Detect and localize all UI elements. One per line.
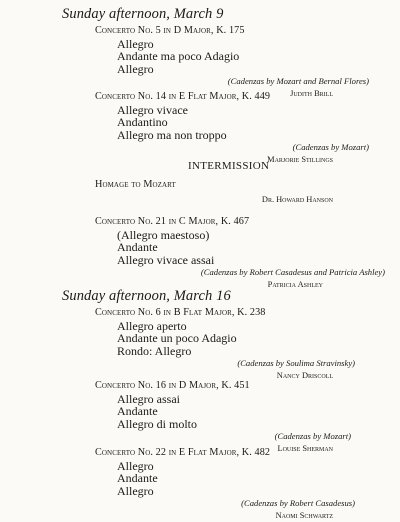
cadenza-note: (Cadenzas by Mozart and Bernal Flores) xyxy=(227,76,369,87)
cadenza-note: (Cadenzas by Mozart) xyxy=(292,142,369,153)
cadenza-note: (Cadenzas by Soulima Stravinsky) xyxy=(237,358,355,369)
movement: Andante xyxy=(117,471,158,486)
movement: Andantino xyxy=(117,115,168,130)
movement: Allegro xyxy=(117,458,154,473)
concerto-title: Concerto No. 5 in D Major, K. 175 xyxy=(95,25,245,36)
concerto-entry xyxy=(95,215,385,291)
performer-name: Dr. Howard Hanson xyxy=(261,195,333,204)
movement: Andante un poco Adagio xyxy=(117,331,237,346)
performer-name: Nancy Driscoll xyxy=(276,371,333,381)
movement: Allegro di molto xyxy=(117,416,197,431)
movement: Andante ma poco Adagio xyxy=(117,49,240,64)
concerto-entry xyxy=(95,446,385,522)
concerto-title: Concerto No. 6 in B Flat Major, K. 238 xyxy=(95,307,266,318)
movement: Allegro ma non troppo xyxy=(117,127,227,142)
performer-name: Louise Sherman xyxy=(277,444,333,454)
movement: Allegro vivace xyxy=(117,102,188,117)
movement: Allegro aperto xyxy=(117,318,187,333)
performer-name: Judith Brill xyxy=(290,89,333,99)
homage-entry xyxy=(95,179,385,206)
performer-name: Naomi Schwartz xyxy=(275,511,333,521)
movement: Andante xyxy=(117,404,158,419)
movement: Allegro assai xyxy=(117,391,180,406)
concerto-title: Concerto No. 22 in E Flat Major, K. 482 xyxy=(95,447,271,458)
performer-name: Marjorie Stillings xyxy=(267,155,333,165)
concerto-entry xyxy=(95,90,385,166)
cadenza-note: (Cadenzas by Mozart) xyxy=(274,431,351,442)
date-heading: Sunday afternoon, March 9 xyxy=(62,6,224,22)
movement: Allegro xyxy=(117,61,154,76)
concerto-entry xyxy=(95,24,385,100)
concerto-title: Concerto No. 16 in D Major, K. 451 xyxy=(95,380,250,391)
concerto-title: Concerto No. 14 in E Flat Major, K. 449 xyxy=(95,91,271,102)
concerto-entry xyxy=(95,306,385,382)
cadenza-note: (Cadenzas by Robert Casadesus) xyxy=(241,498,355,509)
homage-title: Homage to Mozart xyxy=(95,179,176,190)
concerto-title: Concerto No. 21 in C Major, K. 467 xyxy=(95,216,250,227)
date-heading: Sunday afternoon, March 16 xyxy=(62,288,231,304)
movement: Allegro xyxy=(117,36,154,51)
movement: Andante xyxy=(117,240,158,255)
cadenza-note: (Cadenzas by Robert Casadesus and Patricia Ashley) xyxy=(200,267,385,278)
concerto-entry xyxy=(95,379,385,455)
movement: Rondo: Allegro xyxy=(117,343,192,358)
performer-name: Patricia Ashley xyxy=(267,280,323,290)
movement: Allegro vivace assai xyxy=(117,252,215,267)
movement: (Allegro maestoso) xyxy=(117,227,210,242)
movement: Allegro xyxy=(117,483,154,498)
intermission-heading: INTERMISSION xyxy=(188,160,270,172)
